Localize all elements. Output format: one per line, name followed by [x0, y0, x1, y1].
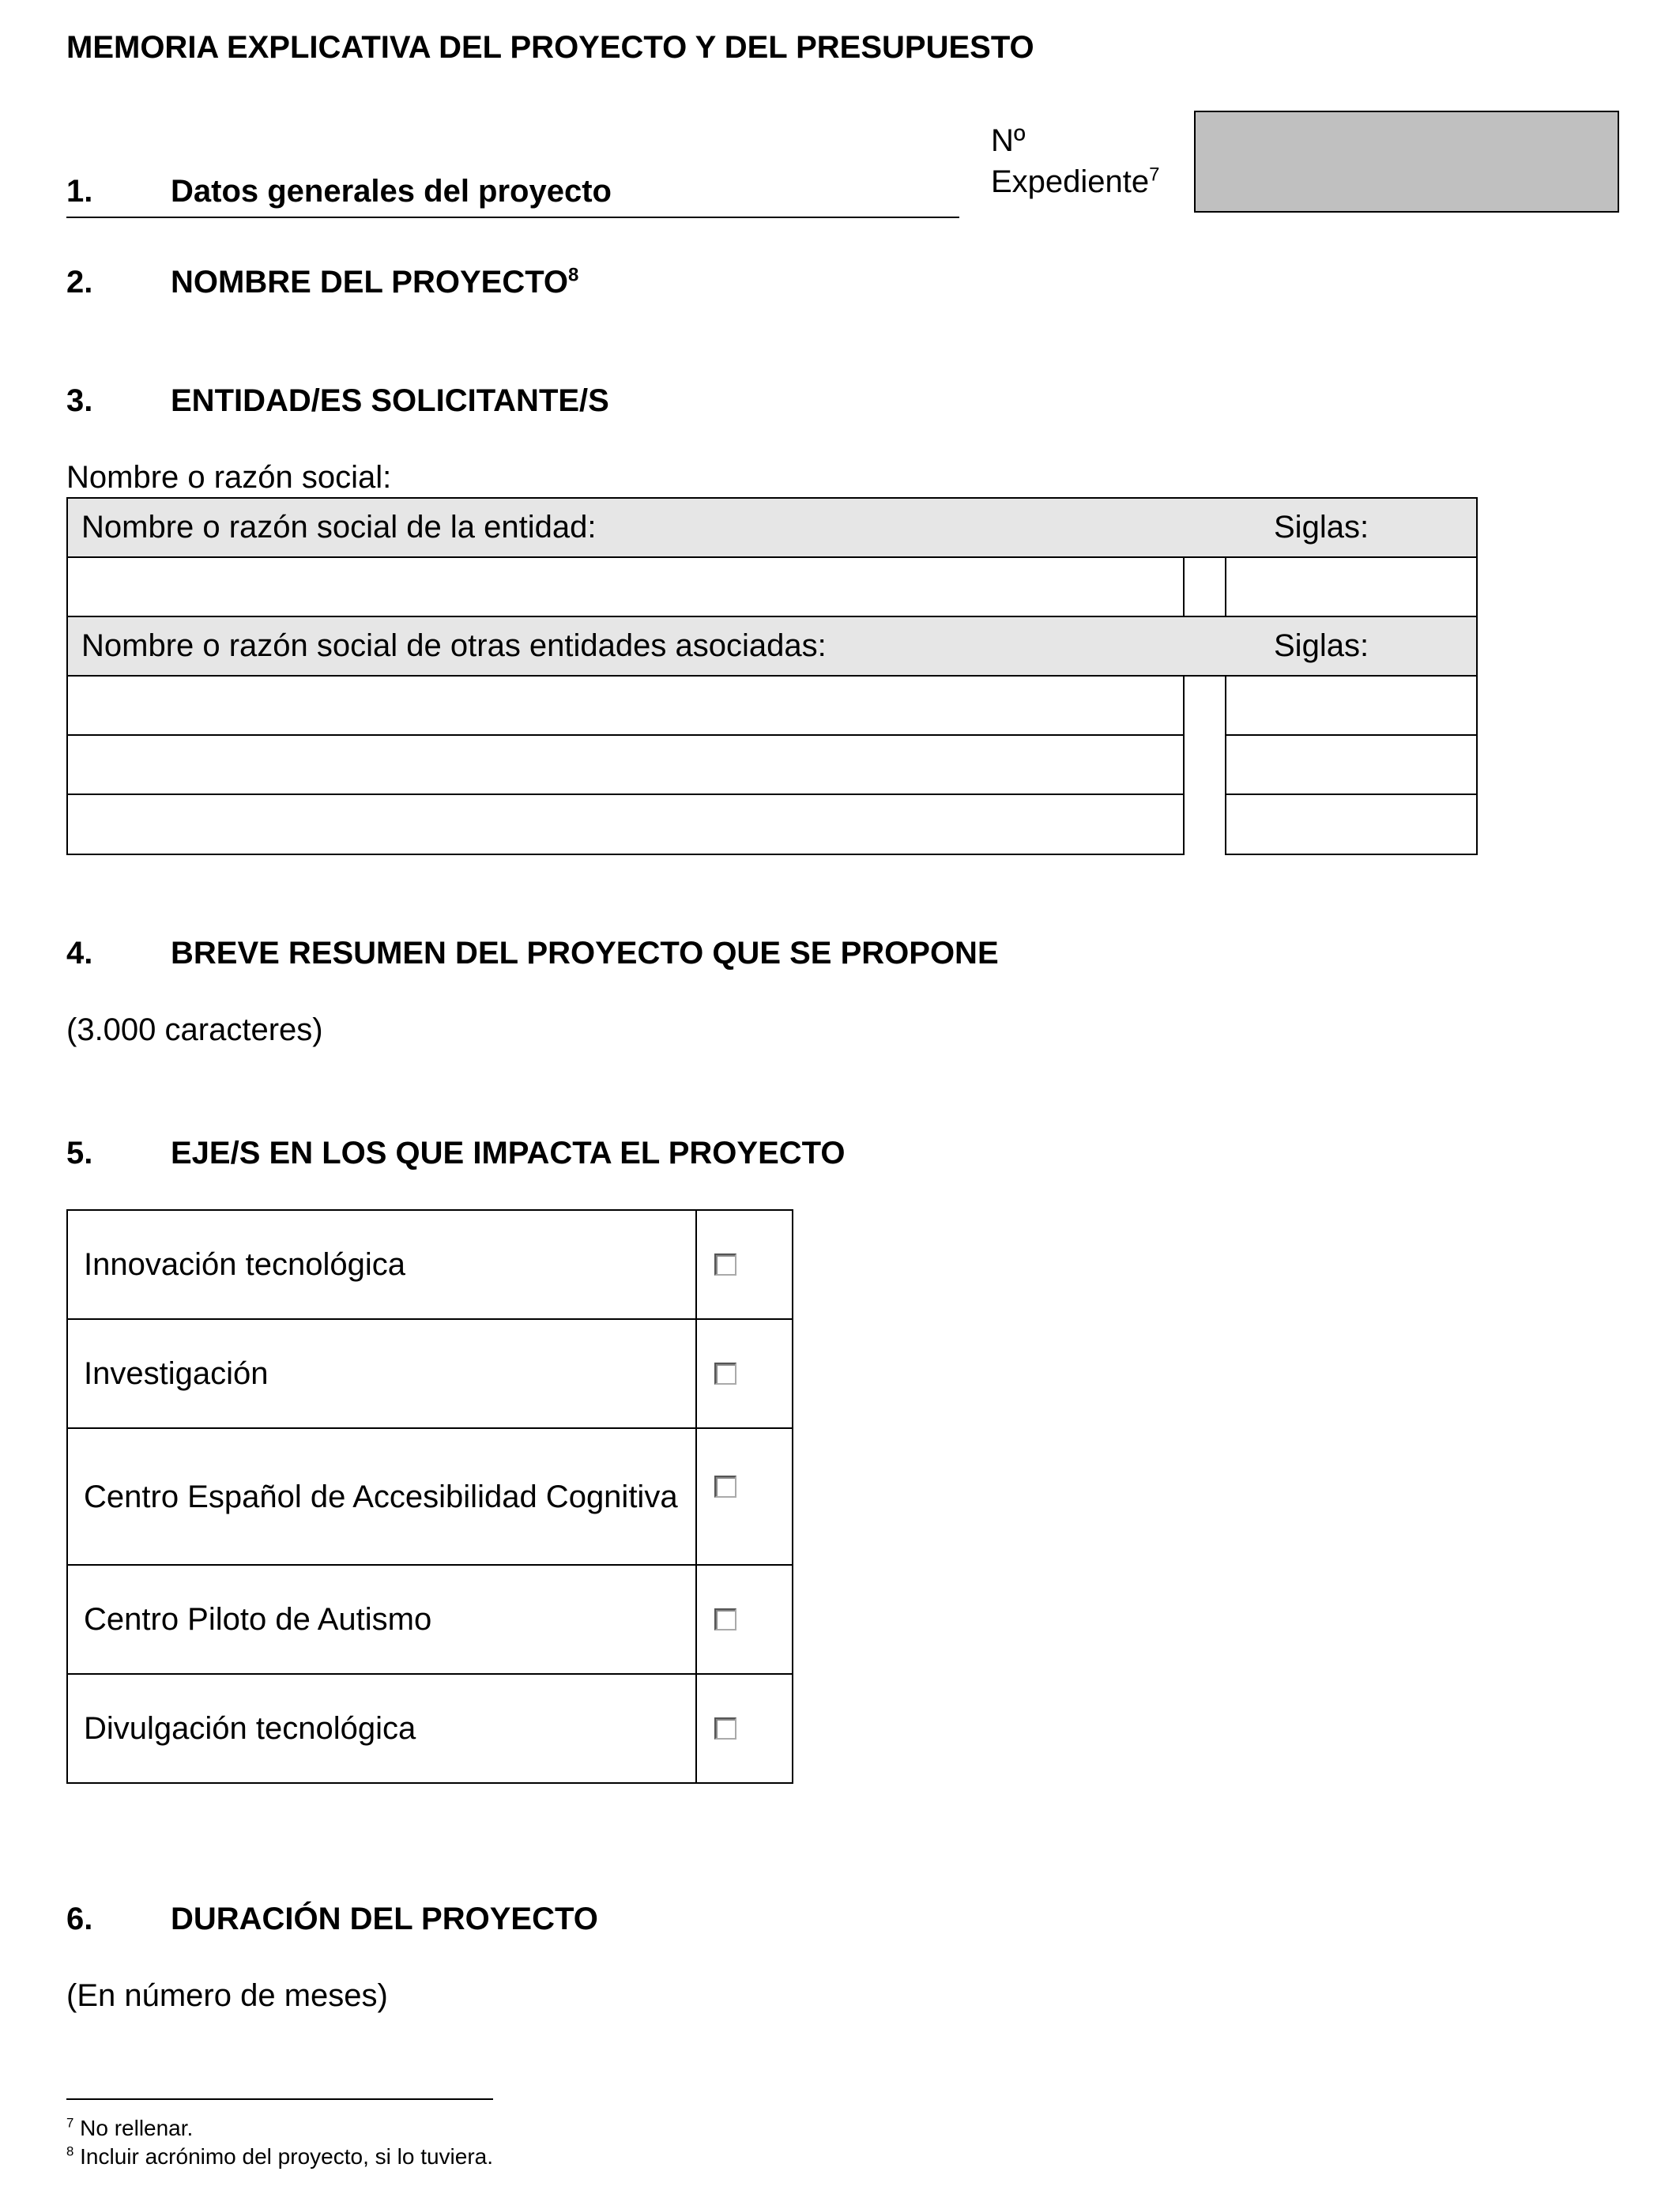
checkbox[interactable]: [714, 1608, 736, 1630]
eje-label: Innovación tecnológica: [67, 1210, 696, 1319]
section-3-title: ENTIDAD/ES SOLICITANTE/S: [171, 383, 609, 418]
assoc-name-field[interactable]: [66, 675, 1185, 736]
checkbox[interactable]: [714, 1717, 736, 1740]
entity-siglas-label: Siglas:: [1274, 510, 1369, 545]
section-4-number: 4.: [66, 936, 93, 971]
assoc-name-field[interactable]: [66, 794, 1185, 855]
table-row: [67, 1428, 793, 1565]
section-2-number: 2.: [66, 265, 93, 300]
section-1-heading: [66, 172, 959, 218]
section-3-number: 3.: [66, 383, 93, 418]
section-2-title: NOMBRE DEL PROYECTO: [171, 265, 569, 300]
assoc-siglas-label: Siglas:: [1274, 628, 1369, 663]
assoc-header-label: Nombre o razón social de otras entidades asociadas:: [81, 628, 827, 663]
assoc-siglas-field[interactable]: [1225, 675, 1478, 736]
ejes-table: [66, 1209, 793, 1784]
eje-checkbox-cell: [696, 1210, 793, 1319]
section-2-heading: [171, 265, 578, 300]
section-1-number: 1.: [66, 174, 93, 209]
section-5-number: 5.: [66, 1136, 93, 1171]
eje-label: Centro Piloto de Autismo: [67, 1565, 696, 1674]
assoc-name-field[interactable]: [66, 734, 1185, 795]
table-row: [67, 1674, 793, 1783]
footnote: [66, 2144, 493, 2169]
entities-table: [66, 497, 1478, 855]
eje-checkbox-cell: [696, 1428, 793, 1565]
section-6-number: 6.: [66, 1902, 93, 1936]
eje-label: Divulgación tecnológica: [67, 1674, 696, 1783]
footnote-number: 7: [66, 2115, 74, 2131]
entity-name-field[interactable]: [66, 556, 1185, 617]
assoc-siglas-field[interactable]: [1225, 794, 1478, 855]
eje-checkbox-cell: [696, 1674, 793, 1783]
eje-checkbox-cell: [696, 1565, 793, 1674]
footnote-number: 8: [66, 2143, 74, 2159]
footnote-text: No rellenar.: [80, 2116, 194, 2140]
expediente-note-ref: 7: [1149, 164, 1160, 186]
section-6-title: DURACIÓN DEL PROYECTO: [171, 1902, 598, 1936]
checkbox[interactable]: [714, 1476, 736, 1498]
entities-intro: Nombre o razón social:: [66, 460, 392, 495]
entity-header-label: Nombre o razón social de la entidad:: [81, 510, 597, 545]
table-row: [67, 1210, 793, 1319]
expediente-label-line2: Expediente: [991, 164, 1150, 199]
table-row: [67, 1565, 793, 1674]
assoc-siglas-field[interactable]: [1225, 734, 1478, 795]
assoc-header-row: [66, 616, 1478, 677]
section-6-hint: (En número de meses): [66, 1978, 388, 2013]
section-1-title: Datos generales del proyecto: [171, 174, 612, 209]
entity-spacer-cell: [1183, 556, 1226, 617]
section-5-title: EJE/S EN LOS QUE IMPACTA EL PROYECTO: [171, 1136, 846, 1171]
checkbox[interactable]: [714, 1363, 736, 1385]
footnote-text: Incluir acrónimo del proyecto, si lo tuviera.: [80, 2144, 494, 2169]
eje-label: Centro Español de Accesibilidad Cognitiva: [67, 1428, 696, 1565]
table-row: [67, 1319, 793, 1428]
section-2-note-ref: 8: [568, 264, 579, 286]
checkbox[interactable]: [714, 1253, 736, 1276]
section-4-hint: (3.000 caracteres): [66, 1012, 323, 1047]
entity-siglas-field[interactable]: [1225, 556, 1478, 617]
section-4-title: BREVE RESUMEN DEL PROYECTO QUE SE PROPONE: [171, 936, 999, 971]
footnote: [66, 2116, 193, 2141]
expediente-label: [991, 120, 1160, 202]
document-title: MEMORIA EXPLICATIVA DEL PROYECTO Y DEL PRESUPUESTO: [66, 30, 1034, 65]
footnote-separator: [66, 2098, 493, 2100]
eje-checkbox-cell: [696, 1319, 793, 1428]
expediente-field[interactable]: [1194, 111, 1619, 213]
entity-header-row: [66, 497, 1478, 558]
eje-label: Investigación: [67, 1319, 696, 1428]
expediente-label-line1: Nº: [991, 123, 1026, 158]
